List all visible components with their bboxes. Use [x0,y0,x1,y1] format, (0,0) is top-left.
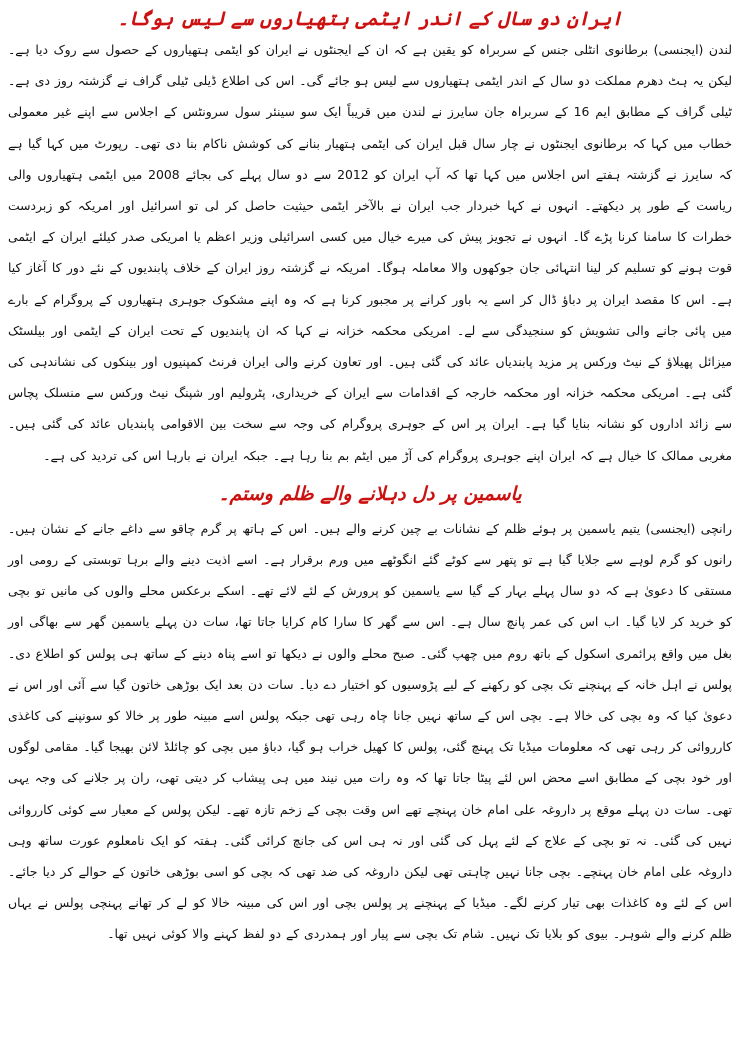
article-1-headline: ایران دو سال کے اندر ایٹمی ہتھیاروں سے لیس ہوگا۔ [117,8,623,30]
article-1-body: لندن (ایجنسی) برطانوی انٹلی جنس کے سربراہ کو یقین ہے کہ ان کے ایجنٹوں نے ایران کو ایٹمی ہتھیاروں کے حصول سے روک دیا ہے۔ لیکن یہ ہٹ دھرم مملکت دو سال کے اندر ایٹمی ہتھیاروں سے لیس ہو جائے گی۔ اس کی اطلاع ڈیلی ٹیلی گراف نے گزشتہ روز دی ہے۔ ٹیلی گراف کے مطابق ایم 16 کے سربراہ جان سایرز نے لندن میں قریباً ایک سو سینئر سول سرونٹس کے اجلاس سے اپنے غیر معمولی خطاب میں کہا کہ برطانوی ایجنٹوں نے چار سال قبل ایران کی ایٹمی ہتھیار بنانے کی کوشش ناکام بنا دی تھی۔ رپورٹ میں کہا گیا ہے کہ سایرز نے گزشتہ ہفتے اس اجلاس میں کہا تھا کہ آپ ایران کو 2012 سے دو سال پہلے کی بجائے 2008 میں ایٹمی ہتھیاروں والی ریاست کے طور پر دیکھتے۔ انہوں نے کہا خبردار جب ایران نے بالآخر ایٹمی حیثیت حاصل کر لی تو اسرائیل اور امریکہ کو زبردست خطرات کا سامنا کرنا پڑے گا۔ انہوں نے تجویز پیش کی میرے خیال میں کسی اسرائیلی وزیر اعظم یا امریکی صدر کیلئے ایران کے ایٹمی قوت ہونے کو تسلیم کر لینا انتہائی جان جوکھوں والا معاملہ ہوگا۔ امریکہ نے گزشتہ روز ایران کے خلاف پابندیوں کے نئے دور کا آغاز کیا ہے۔ اس کا مقصد ایران پر دباؤ ڈال کر اسے یہ باور کرانے پر مجبور کرنا ہے کہ وہ اپنے مشکوک جوہری ہتھیاروں کے پروگرام کے بارے میں پائی جانے والی تشویش کو سنجیدگی سے لے۔ امریکی محکمہ خزانہ نے کہا کہ ان پابندیوں کے تحت ایران کے ایٹمی اور بیلسٹک میزائل پھیلاؤ کے نیٹ ورکس پر مزید پابندیاں عائد کی گئی ہیں۔ اور تعاون کرنے والی ایران فرنٹ کمپنیوں اور بینکوں کی نشاندہی کی گئی ہے۔ امریکی محکمہ خزانہ اور محکمہ خارجہ کے اقدامات سے ایران کے خریداری، پٹرولیم اور شپنگ نیٹ ورکس سے منسلک پچاس سے زائد اداروں کو نشانہ بنایا گیا ہے۔ ایران پر اس کے جوہری پروگرام کی وجہ سے سخت بین الاقوامی پابندیاں عائد کی گئی ہیں۔ مغربی ممالک کا خیال ہے کہ ایران اپنے جوہری پروگرام کی آڑ میں ایٹم بم بنا رہا ہے۔ جبکہ ایران نے بارہا اس کی تردید کی ہے۔ [8,42,732,463]
article-2-body: رانچی (ایجنسی) یتیم یاسمین پر ہوئے ظلم کے نشانات بے چین کرنے والے ہیں۔ اس کے ہاتھ پر گرم چاقو سے داغے جانے کے نشان ہیں۔ رانوں کو گرم لوہے سے جلایا گیا ہے تو پتھر سے کوٹے گئے انگوٹھے میں ورم برقرار ہے۔ اسے اذیت دینے والے برہا توبستی کے رومی اور مستقی کا دعویٰ ہے کہ دو سال پہلے بہار کے گیا سے یاسمین کو پرورش کے لئے لائے تھے۔ اسکے برعکس محلے والوں کی مانیں تو بچی کو خرید کر لایا گیا۔ اب اس کی عمر پانچ سال ہے۔ اس سے گھر کا سارا کام کرایا جاتا تھا، سات دن پہلے یاسمین گھر سے بھاگی اور بغل میں واقع پرائمری اسکول کے باتھ روم میں چھپ گئی۔ صبح محلے والوں نے دیکھا تو اسے پناہ دینے کے ساتھ ہی پولس کو اطلاع دی۔ پولس نے اہل خانہ کے پہنچنے تک بچی کو رکھنے کے لیے پڑوسیوں کو اختیار دے دیا۔ سات دن بعد ایک بوڑھی خاتون گیا سے آئی اور اس نے دعویٰ کیا کہ وہ بچی کی خالا ہے۔ بچی اس کے ساتھ نہیں جانا چاہ رہی تھی جبکہ پولس اسے مبینہ طور پر خالا کو سونپنے کی کاغذی کارروائی کر رہی تھی کہ معلومات میڈیا تک پہنچ گئی، پولس کا کھیل خراب ہو گیا، دباؤ میں بچی کو چائلڈ لائن بھیجا گیا۔ مقامی لوگوں اور خود بچی کے مطابق اسے محض اس لئے پیٹا جاتا تھا کہ وہ رات میں نیند میں ہی پیشاب کر دیتی تھی، ران پر جلانے کی وجہ یہی تھی۔ سات دن پہلے موقع پر داروغہ علی امام خان پہنچے تھے اس وقت بچی کے زخم تازہ تھے۔ لیکن پولس کے معیار سے کوئی کارروائی نہیں کی گئی۔ نہ تو بچی کے علاج کے لئے پہل کی گئی اور نہ ہی اس کی جانچ کرائی گئی۔ ہفتہ کو ایک نامعلوم عورت ساتھ وہی داروغہ علی امام خان پہنچے۔ بچی جانا نہیں چاہتی تھی لیکن داروغہ کی ضد تھی کہ بچی کو اسی بوڑھی خاتون کے حوالے کر دیا جائے۔ اس کے لئے وہ کاغذات بھی تیار کرنے لگے۔ میڈیا کے پہنچنے پر پولس بچی اور اس کی مبینہ خالا کو لے کر تھانے پہنچی پولس نے یہاں ظلم کرنے والے شوہر۔ بیوی کو بلایا تک نہیں۔ شام تک بچی سے پیار اور ہمدردی کے دو لفظ کہنے والا کوئی نہیں تھا۔ [8,520,732,942]
article-2-headline: یاسمین پر دل دہلانے والے ظلم وستم۔ [218,482,522,505]
